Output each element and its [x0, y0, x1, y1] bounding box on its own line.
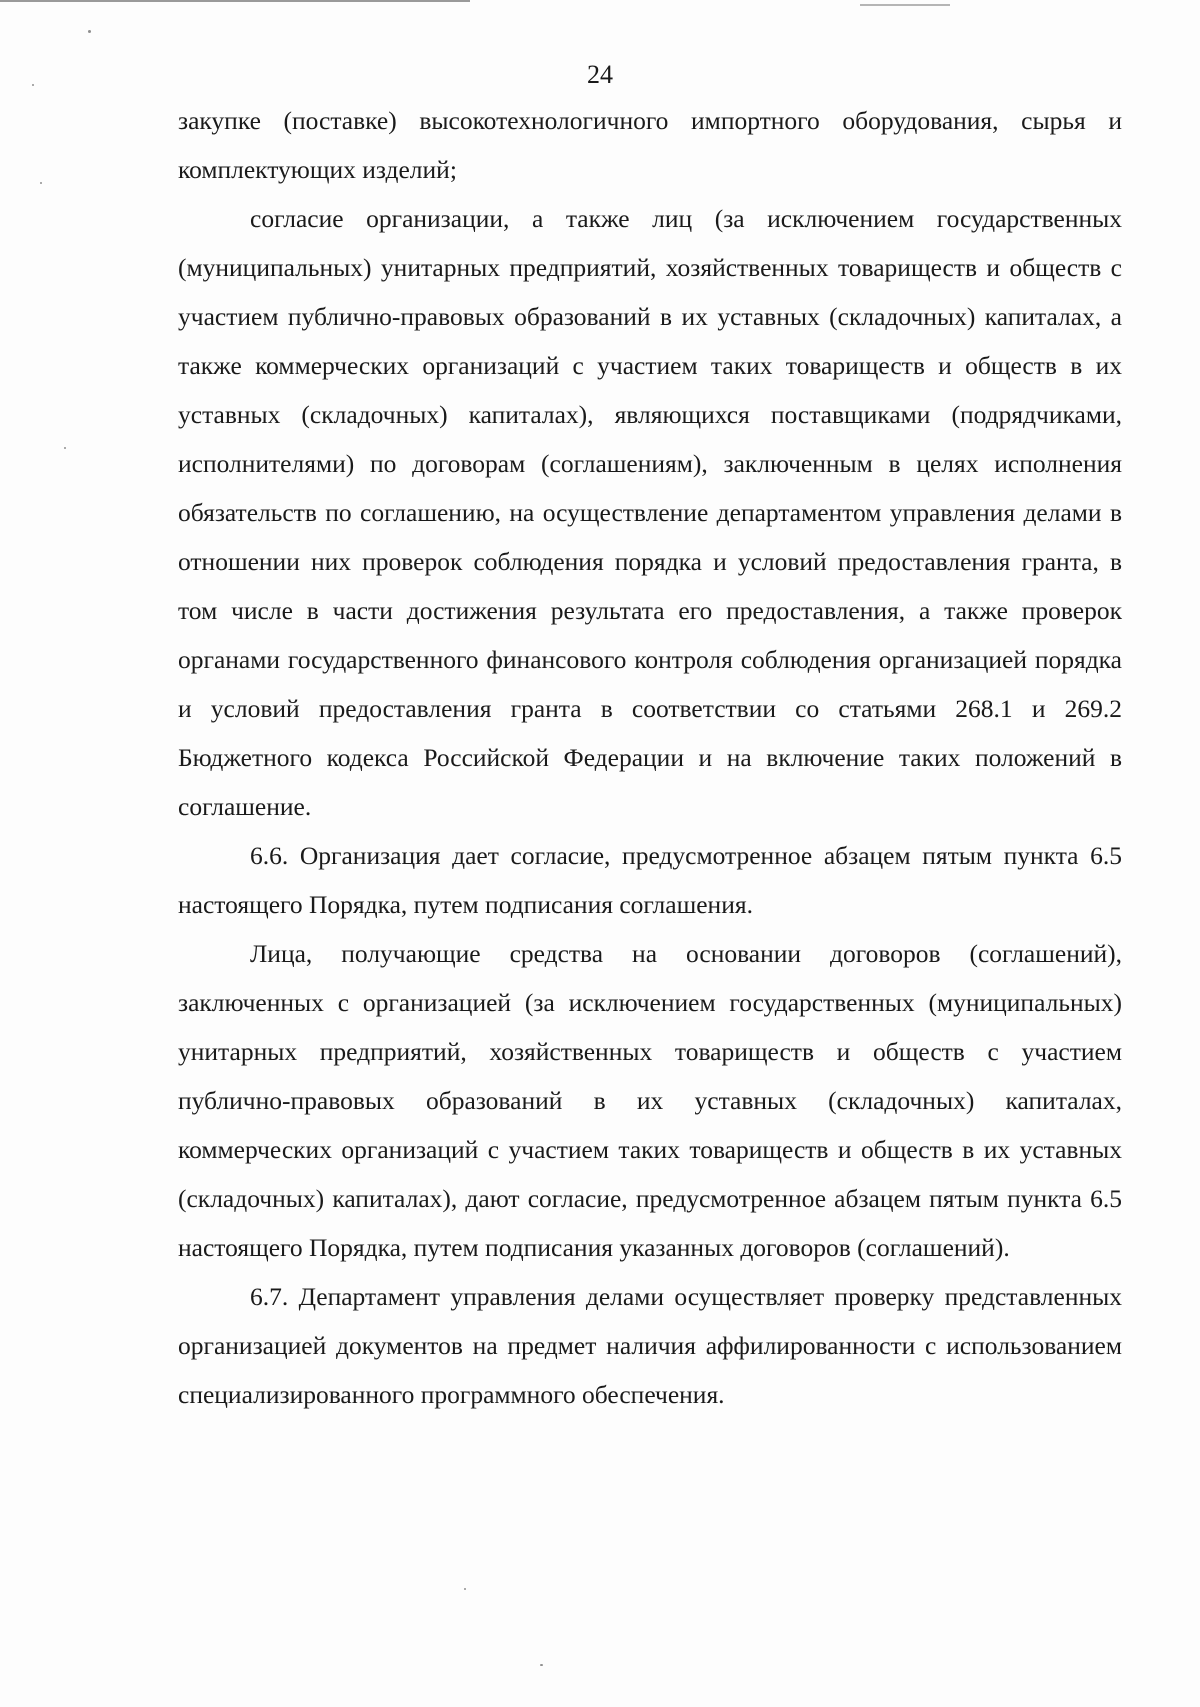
scan-speck: [64, 447, 66, 449]
scan-speck: [88, 30, 91, 33]
paragraph: 6.7. Департамент управления делами осуществляет проверку представленных организацией документов на предмет наличия аффилированности с использованием специализированного программного обеспечения.: [178, 1282, 1122, 1409]
paragraph: Лица, получающие средства на основании договоров (соглашений), заключенных с организацией (за исключением государственных (муниципальных) унитарных предприятий, хозяйственных товариществ и обществ с участием публично-правовых образований в их уставных (складочных) капиталах, коммерческих организаций с участием таких товариществ и обществ в их уставных (складочных) капиталах), дают согласие, предусмотренное абзацем пятым пункта 6.5 настоящего Порядка, путем подписания указанных договоров (соглашений).: [178, 939, 1122, 1262]
scan-speck: [40, 182, 42, 184]
document-body: [178, 96, 1122, 1419]
scan-artifact-line: [860, 4, 950, 6]
paragraph: закупке (поставке) высокотехнологичного импортного оборудования, сырья и комплектующих изделий;: [178, 106, 1122, 184]
scan-speck: [464, 1588, 466, 1590]
paragraph: 6.6. Организация дает согласие, предусмотренное абзацем пятым пункта 6.5 настоящего Порядка, путем подписания соглашения.: [178, 841, 1122, 919]
scan-artifact-line: [0, 0, 470, 2]
page-number: 24: [587, 60, 613, 89]
scan-speck: [540, 1664, 543, 1666]
paragraph: согласие организации, а также лиц (за исключением государственных (муниципальных) унитарных предприятий, хозяйственных товариществ и обществ с участием публично-правовых образований в их уставных (складочных) капиталах, а также коммерческих организаций с участием таких товариществ и обществ в их уставных (складочных) капиталах), являющихся поставщиками (подрядчиками, исполнителями) по договорам (соглашениям), заключенным в целях исполнения обязательств по соглашению, на осуществление департаментом управления делами в отношении них проверок соблюдения порядка и условий предоставления гранта, в том числе в части достижения результата его предоставления, а также проверок органами государственного финансового контроля соблюдения организацией порядка и условий предоставления гранта в соответствии со статьями 268.1 и 269.2 Бюджетного кодекса Российской Федерации и на включение таких положений в соглашение.: [178, 204, 1122, 821]
